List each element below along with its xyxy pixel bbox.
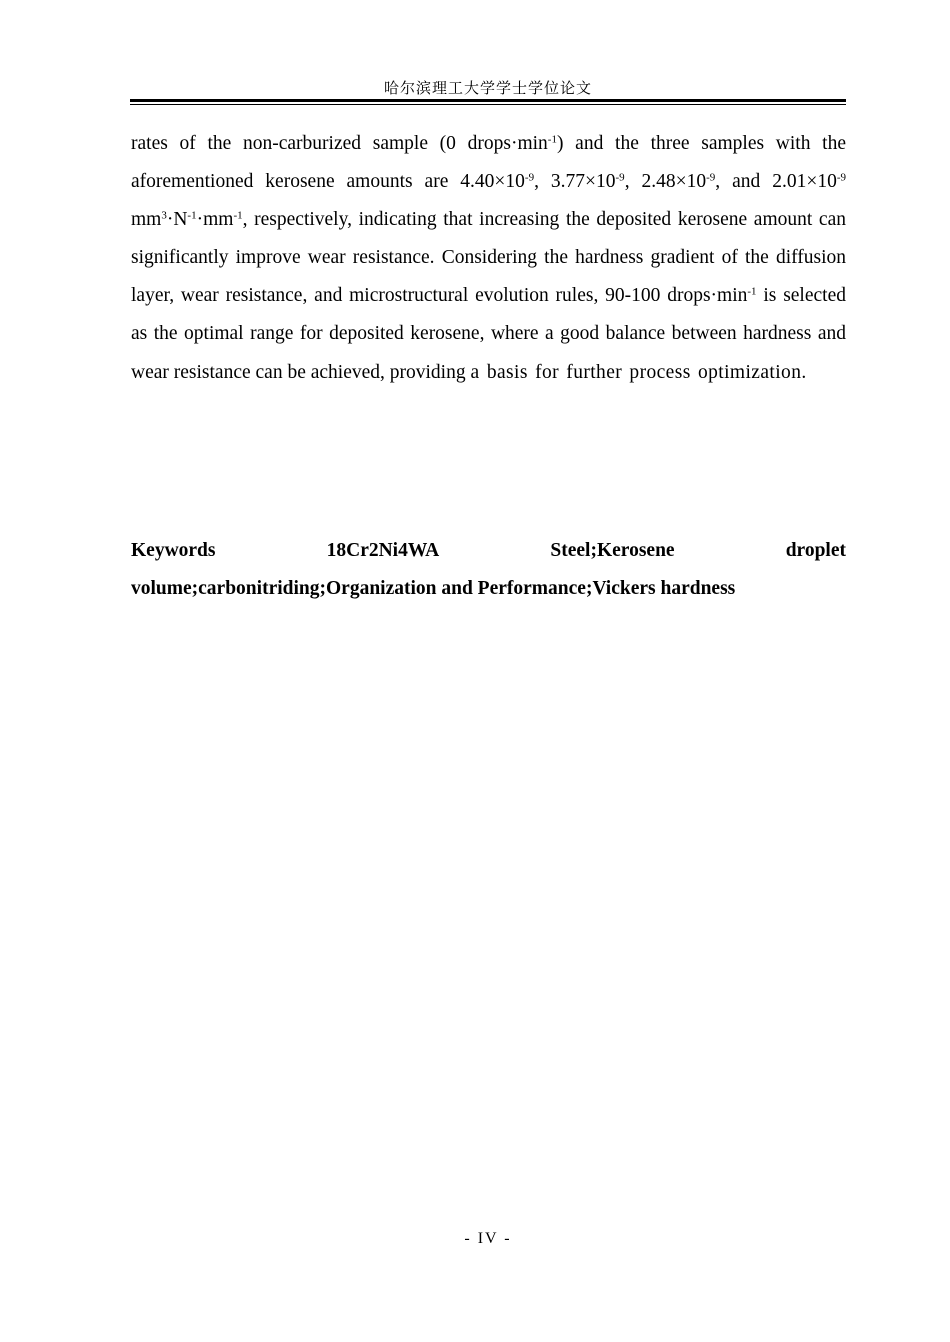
keywords-line-2: volume;carbonitriding;Organization and Performance;Vickers hardness bbox=[131, 578, 736, 600]
keyword-word: 18Cr2Ni4WA bbox=[326, 540, 440, 561]
keyword-word: Steel;Kerosene bbox=[550, 540, 675, 561]
abstract-body bbox=[131, 125, 846, 392]
abstract-paragraph: rates of the non-carburized sample (0 $drops\cdot\min^{-1}$) and the three samples with the aforementioned kerosene amounts are $4.40\times 10^{-9}$, $3.77\times 10^{-9}$, $2.48\times 10^{-9}$, and $2.01\times 10^{-9}$ $mm^3\cdot N^{-1}\cdot mm^{-1}$, respectively, indicating that increasing the deposited kerosene amount can significantly improve wear resistance. Considering the hardness gradient of the diffusion layer, wear resistance, and microstructural evolution rules, 90-100 $drops\cdot\min^{-1}$ is selected as the optimal range for deposited kerosene, where a good balance between hardness and wear resistance can be achieved, providing a basis for further process optimization. bbox=[131, 133, 846, 383]
keywords-block bbox=[131, 532, 846, 608]
running-header: 哈尔滨理工大学学士学位论文 bbox=[383, 79, 592, 97]
keywords-line-1 bbox=[131, 532, 846, 570]
keywords-label: Keywords bbox=[131, 540, 216, 561]
header-rule-thin bbox=[130, 104, 846, 105]
page-number: - IV - bbox=[464, 1230, 512, 1247]
abstract-last-line: a basis for further process optimization. bbox=[470, 361, 807, 383]
header-rule-thick bbox=[130, 99, 846, 102]
keyword-word: droplet bbox=[785, 540, 846, 561]
